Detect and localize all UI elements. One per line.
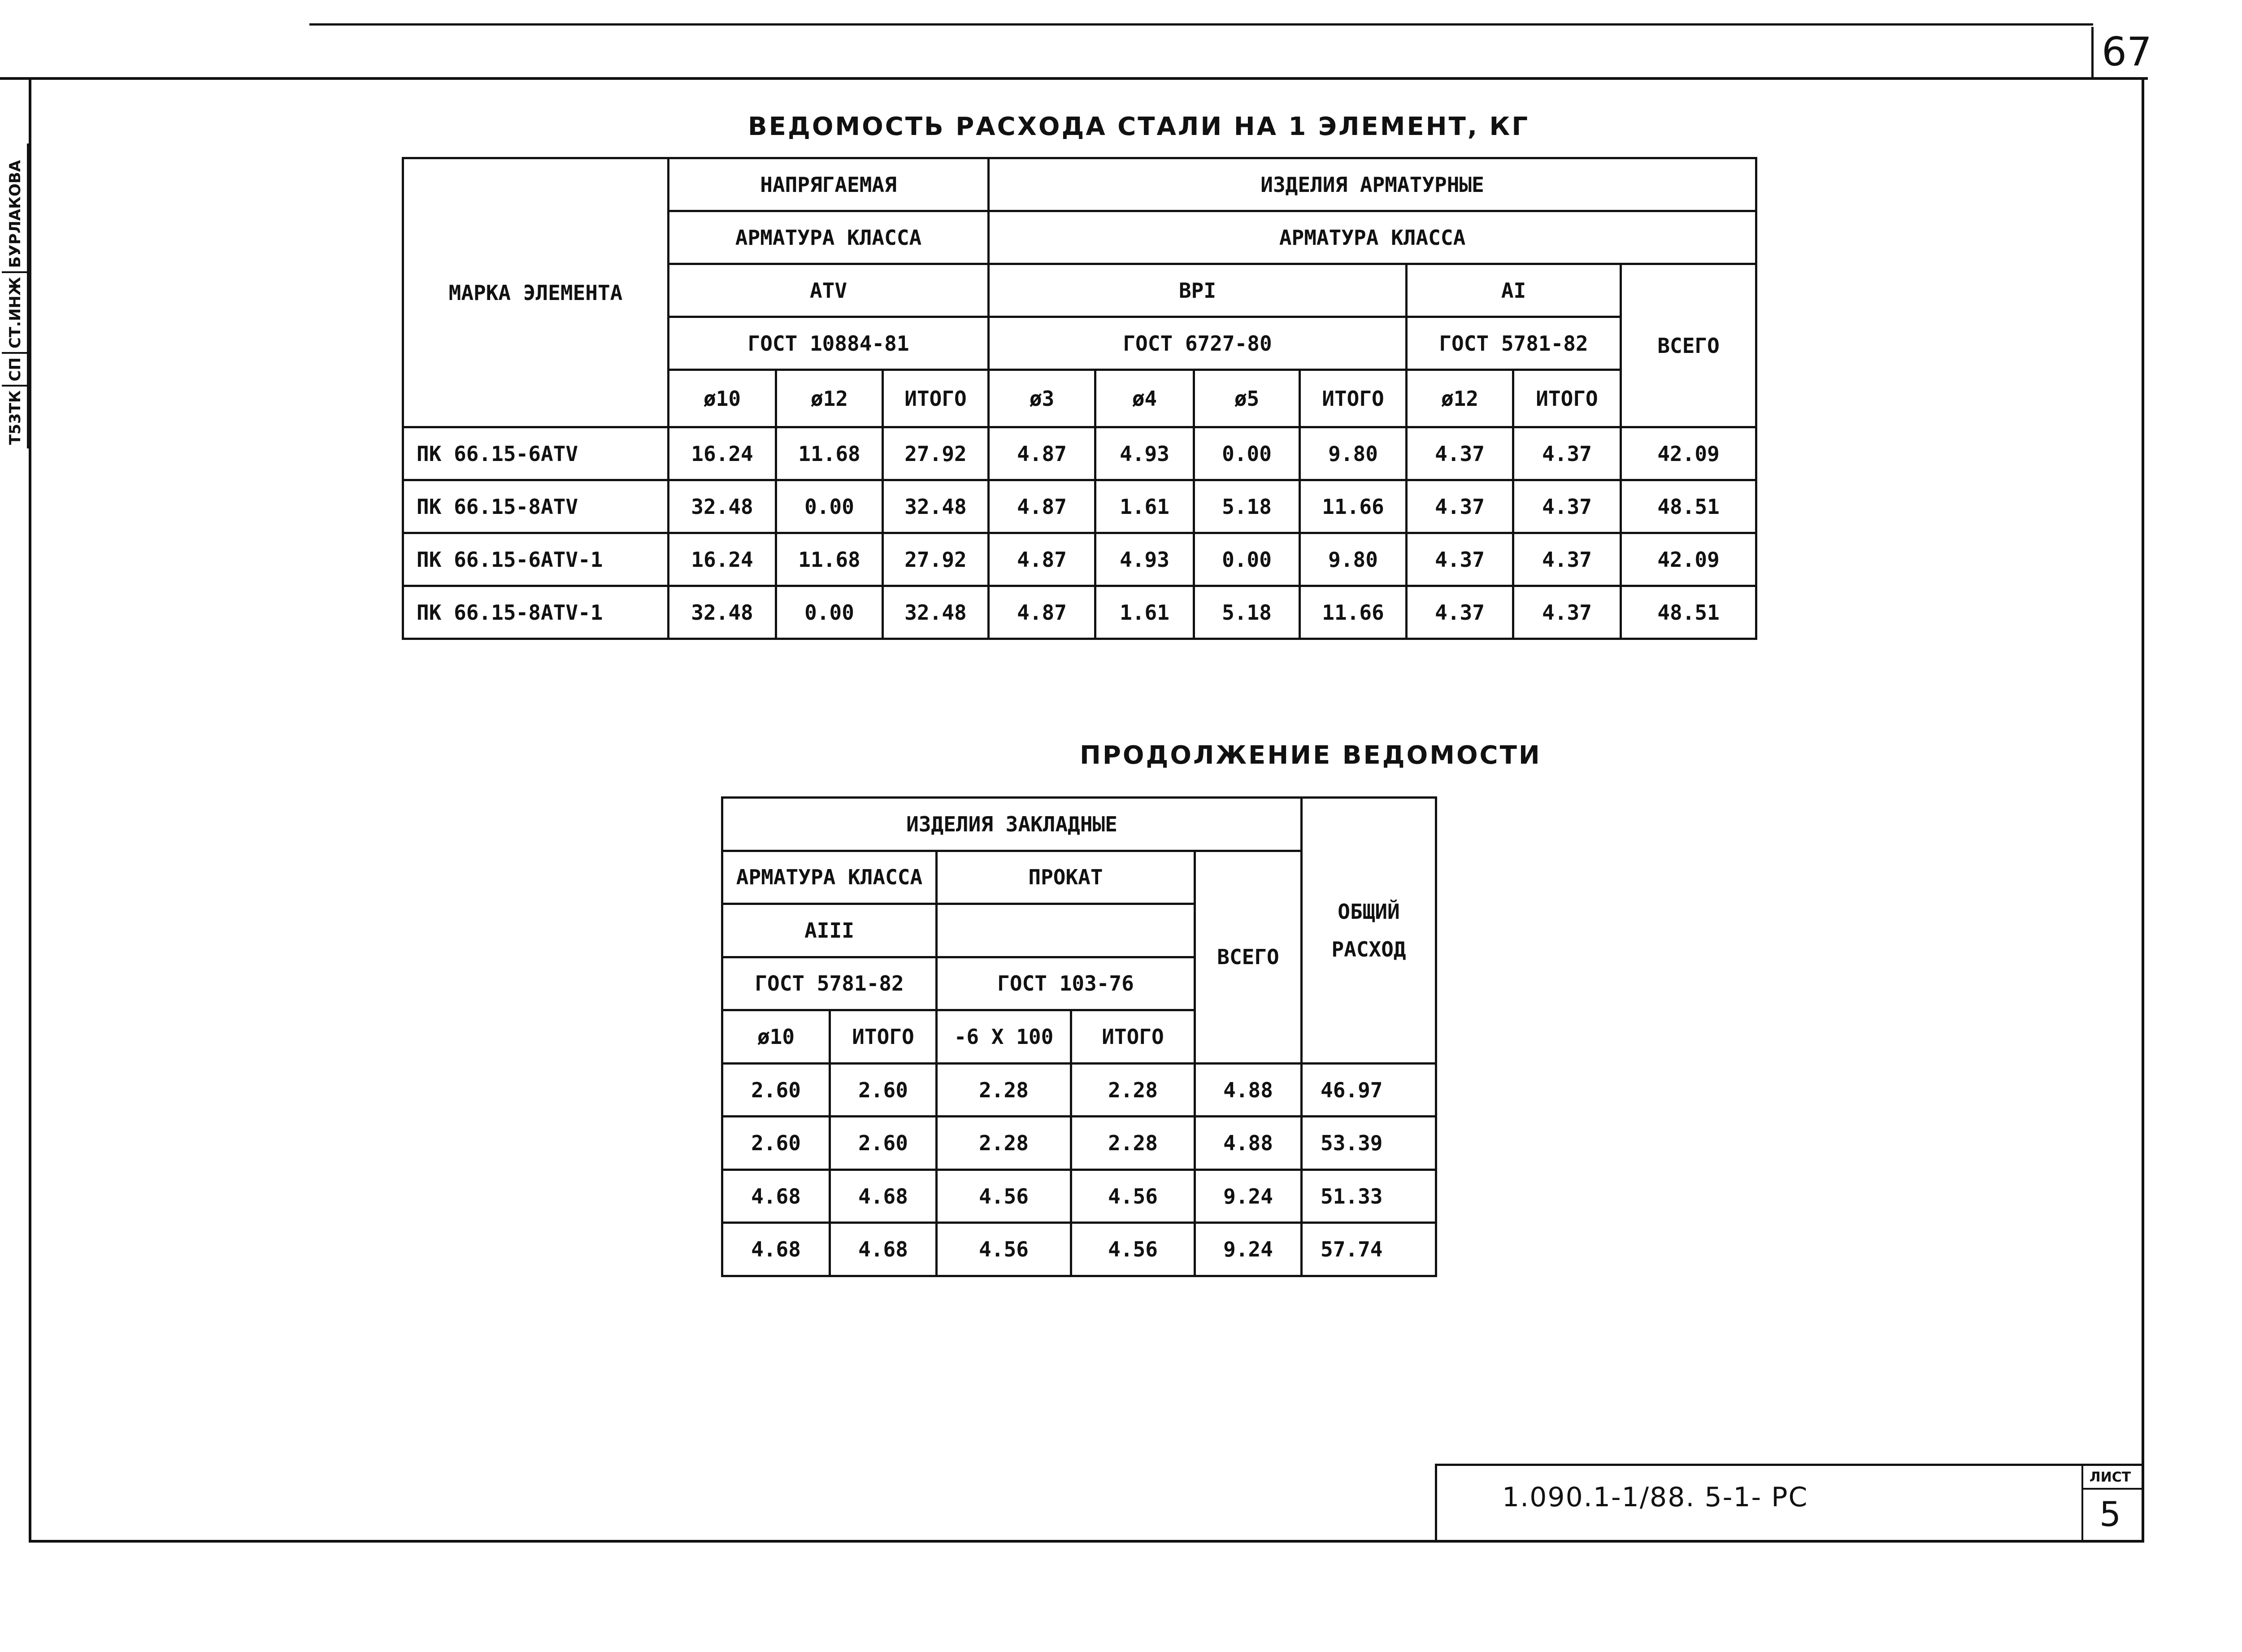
top-rule: [309, 23, 2093, 26]
sheet-number: 5: [2099, 1494, 2121, 1534]
cell: 4.56: [937, 1169, 1071, 1223]
cell: 57.74: [1302, 1223, 1436, 1276]
side-stamp: [0, 143, 29, 448]
header-total: ВСЕГО: [1195, 851, 1302, 1063]
header-overall-line1: ОБЩИЙ: [1338, 899, 1400, 924]
header-overall-line2: РАСХОД: [1331, 937, 1406, 961]
table-row: [722, 1169, 1436, 1223]
cell: 4.37: [1513, 586, 1621, 639]
stamp-field-2: СП: [2, 354, 29, 387]
cell: 32.48: [883, 480, 989, 533]
cell: 4.56: [1071, 1223, 1195, 1276]
cell: 32.48: [669, 480, 776, 533]
cell: 9.24: [1195, 1223, 1302, 1276]
header-prestressed: НАПРЯГАЕМАЯ: [669, 158, 989, 211]
title-block-top: [1435, 1464, 2144, 1466]
cell: 11.68: [776, 427, 883, 480]
continuation-table: [721, 796, 1437, 1277]
cell: 4.88: [1195, 1063, 1302, 1117]
sub-header: ø4: [1095, 370, 1194, 427]
header-products-class: АРМАТУРА КЛАССА: [989, 211, 1756, 264]
sub-header: ИТОГО: [830, 1010, 937, 1064]
cell: 32.48: [883, 586, 989, 639]
frame-top: [0, 77, 2148, 80]
stamp-field-4: БУРЛАКОВА: [2, 157, 29, 274]
cell: 42.09: [1621, 533, 1756, 586]
cell: 5.18: [1194, 480, 1300, 533]
cell: 27.92: [883, 533, 989, 586]
cell-mark: ПК 66.15-8АТV: [403, 480, 669, 533]
table-row: [722, 1117, 1436, 1170]
cell: 4.56: [1071, 1169, 1195, 1223]
title-block-left: [1435, 1464, 1437, 1543]
header-embedded: ИЗДЕЛИЯ ЗАКЛАДНЫЕ: [722, 798, 1302, 851]
header-atv: АТV: [669, 264, 989, 317]
cell: 2.28: [937, 1063, 1071, 1117]
cell: 4.68: [830, 1169, 937, 1223]
sheet-number-top: 67: [2102, 29, 2152, 75]
stamp-border: [27, 143, 29, 448]
header-gost-atv: ГОСТ 10884-81: [669, 317, 989, 370]
cell: 4.87: [989, 427, 1095, 480]
cell: 48.51: [1621, 586, 1756, 639]
table-row: [403, 427, 1756, 480]
header-overall: [1302, 798, 1436, 1064]
header-total: ВСЕГО: [1621, 264, 1756, 427]
cell: 4.93: [1095, 533, 1194, 586]
sub-header: ИТОГО: [883, 370, 989, 427]
header-gost-a1: ГОСТ 5781-82: [1407, 317, 1621, 370]
header-bp1: ВРI: [989, 264, 1407, 317]
cell: 9.80: [1300, 427, 1407, 480]
cell: 48.51: [1621, 480, 1756, 533]
frame-bottom: [29, 1540, 1607, 1543]
header-mark: МАРКА ЭЛЕМЕНТА: [403, 158, 669, 427]
sub-header: ø10: [669, 370, 776, 427]
cell: 16.24: [669, 427, 776, 480]
cell: 4.37: [1407, 480, 1513, 533]
side-stamp-text: [2, 143, 29, 448]
cell-mark: ПК 66.15-8АТV-1: [403, 586, 669, 639]
cell: 16.24: [669, 533, 776, 586]
cell: 27.92: [883, 427, 989, 480]
cell: 4.87: [989, 480, 1095, 533]
stamp-field-3: СТ.ИНЖ: [2, 273, 29, 354]
title-block: [1435, 1464, 2151, 1543]
cell: 0.00: [776, 586, 883, 639]
cell-mark: ПК 66.15-6АТV: [403, 427, 669, 480]
sub-header: -6 X 100: [937, 1010, 1071, 1064]
cell: 2.28: [1071, 1117, 1195, 1170]
cell: 2.60: [722, 1063, 830, 1117]
cell: 51.33: [1302, 1169, 1436, 1223]
steel-consumption-table: [402, 157, 1757, 640]
cell: 0.00: [1194, 533, 1300, 586]
sub-header: ИТОГО: [1513, 370, 1621, 427]
table-row: [722, 1063, 1436, 1117]
sheet-label: ЛИСТ: [2089, 1469, 2131, 1485]
cell: 53.39: [1302, 1117, 1436, 1170]
cell: 4.68: [722, 1223, 830, 1276]
cell: 1.61: [1095, 586, 1194, 639]
cell: 42.09: [1621, 427, 1756, 480]
cell: 5.18: [1194, 586, 1300, 639]
document-code: 1.090.1-1/88. 5-1- РС: [1502, 1482, 1808, 1513]
cell-mark: ПК 66.15-6АТV-1: [403, 533, 669, 586]
cell: 0.00: [1194, 427, 1300, 480]
table-row: [722, 1223, 1436, 1276]
cell: 4.87: [989, 586, 1095, 639]
cell: 4.37: [1513, 480, 1621, 533]
header-reinf-class: АРМАТУРА КЛАССА: [669, 211, 989, 264]
table-row: [403, 586, 1756, 639]
frame-left: [29, 77, 31, 1543]
cell: 0.00: [776, 480, 883, 533]
header-gost-a3: ГОСТ 5781-82: [722, 957, 937, 1010]
cell: 46.97: [1302, 1063, 1436, 1117]
cell: 2.28: [1071, 1063, 1195, 1117]
sub-header: ø3: [989, 370, 1095, 427]
header-products: ИЗДЕЛИЯ АРМАТУРНЫЕ: [989, 158, 1756, 211]
cell: 11.66: [1300, 586, 1407, 639]
header-rolled: ПРОКАТ: [937, 851, 1195, 904]
cell: 9.24: [1195, 1169, 1302, 1223]
cell: 4.88: [1195, 1117, 1302, 1170]
cell: 11.68: [776, 533, 883, 586]
cell: 4.87: [989, 533, 1095, 586]
table-row: [403, 533, 1756, 586]
cell: 1.61: [1095, 480, 1194, 533]
cell: 2.60: [722, 1117, 830, 1170]
header-reinf-class: АРМАТУРА КЛАССА: [722, 851, 937, 904]
cell: 4.68: [722, 1169, 830, 1223]
cell: 2.60: [830, 1117, 937, 1170]
header-gost-bp1: ГОСТ 6727-80: [989, 317, 1407, 370]
header-a3: АIII: [722, 904, 937, 957]
cell: 4.37: [1513, 533, 1621, 586]
table-row: [403, 480, 1756, 533]
header-rolled-empty: [937, 904, 1195, 957]
cell: 11.66: [1300, 480, 1407, 533]
frame-right: [2142, 77, 2144, 1543]
cell: 4.93: [1095, 427, 1194, 480]
cell: 4.56: [937, 1223, 1071, 1276]
cell: 2.60: [830, 1063, 937, 1117]
header-gost-rolled: ГОСТ 103-76: [937, 957, 1195, 1010]
table1-title: ВЕДОМОСТЬ РАСХОДА СТАЛИ НА 1 ЭЛЕМЕНТ, КГ: [748, 112, 1530, 141]
cell: 4.68: [830, 1223, 937, 1276]
header-a1: АI: [1407, 264, 1621, 317]
cell: 4.37: [1407, 586, 1513, 639]
cell: 4.37: [1407, 533, 1513, 586]
sub-header: ø12: [1407, 370, 1513, 427]
sub-header: ø10: [722, 1010, 830, 1064]
sub-header: ø12: [776, 370, 883, 427]
table2-title: ПРОДОЛЖЕНИЕ ВЕДОМОСТИ: [1080, 741, 1542, 770]
sub-header: ø5: [1194, 370, 1300, 427]
stamp-field-1: Т53ТК: [6, 390, 24, 445]
cell: 4.37: [1513, 427, 1621, 480]
cell: 9.80: [1300, 533, 1407, 586]
sub-header: ИТОГО: [1300, 370, 1407, 427]
cell: 4.37: [1407, 427, 1513, 480]
sub-header: ИТОГО: [1071, 1010, 1195, 1064]
cell: 2.28: [937, 1117, 1071, 1170]
cell: 32.48: [669, 586, 776, 639]
